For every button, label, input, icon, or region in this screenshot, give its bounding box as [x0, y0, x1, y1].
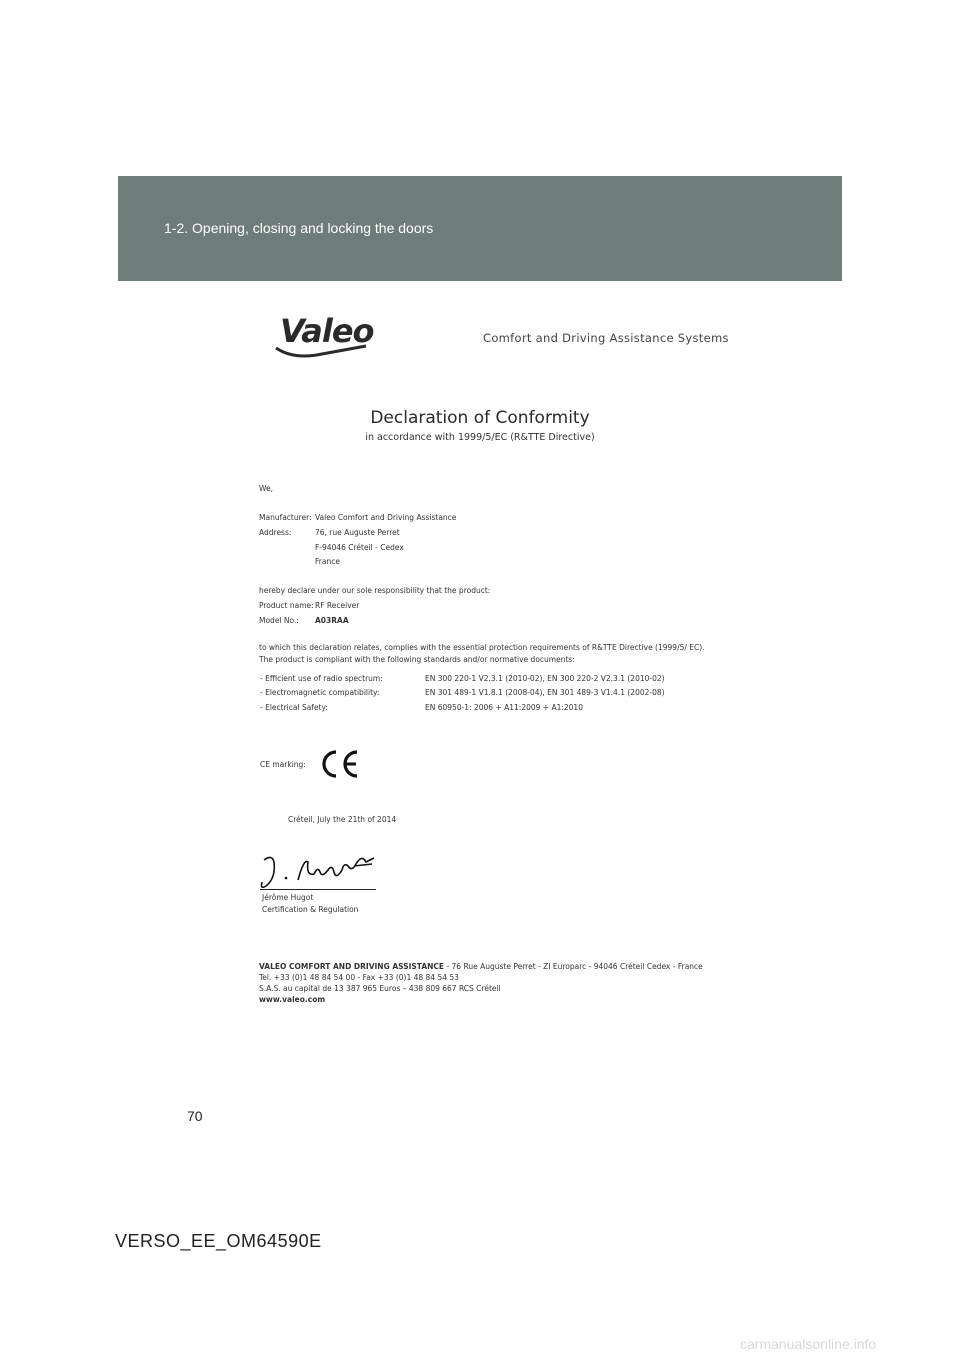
model-label: Model No.: — [259, 616, 299, 625]
company-tagline: Comfort and Driving Assistance Systems — [483, 331, 729, 345]
signature-line — [260, 889, 376, 890]
page-number: 70 — [187, 1108, 203, 1124]
signatory-name: Jérôme Hugot — [262, 893, 314, 902]
footer-address: - 76 Rue Auguste Perret - ZI Europarc - 94046 Créteil Cedex - France — [444, 962, 703, 971]
standard-label: - Efficient use of radio spectrum: — [260, 674, 383, 683]
footer-tel: Tel. +33 (0)1 48 84 54 00 - Fax +33 (0)1 48 84 54 53 — [259, 973, 459, 982]
product-value: RF Receiver — [315, 601, 360, 610]
declare-text: hereby declare under our sole responsibility that the product: — [259, 586, 491, 595]
valeo-logo — [274, 312, 374, 360]
address-line: 76, rue Auguste Perret — [315, 528, 400, 537]
standard-label: - Electrical Safety: — [260, 703, 328, 712]
standard-value: EN 301 489-1 V1.8.1 (2008-04), EN 301 489-3 V1.4.1 (2002-08) — [425, 688, 665, 697]
footer-company-line — [259, 962, 703, 971]
signature-icon — [258, 852, 378, 892]
model-value: A03RAA — [315, 616, 349, 625]
address-label: Address: — [259, 528, 292, 537]
compliance-text: The product is compliant with the following standards and/or normative documents: — [259, 655, 575, 664]
address-line: France — [315, 557, 340, 566]
ce-marking-label: CE marking: — [260, 760, 306, 769]
intro-text: We, — [259, 484, 273, 493]
footer-capital: S.A.S. au capital de 13 387 965 Euros – 438 809 667 RCS Créteil — [259, 984, 501, 993]
valeo-logo-text: Valeo — [280, 312, 374, 350]
manufacturer-value: Valeo Comfort and Driving Assistance — [315, 513, 457, 522]
document-title: Declaration of Conformity — [370, 408, 590, 428]
address-line: F-94046 Créteil - Cedex — [315, 543, 404, 552]
logo-swoosh-icon — [274, 312, 370, 360]
manufacturer-label: Manufacturer: — [259, 513, 312, 522]
document-subtitle: in accordance with 1999/5/EC (R&TTE Directive) — [365, 432, 595, 443]
standard-value: EN 300 220-1 V2.3.1 (2010-02), EN 300 220-2 V2.3.1 (2010-02) — [425, 674, 665, 683]
watermark: carmanualsonline.info — [740, 1336, 877, 1352]
compliance-text: to which this declaration relates, complies with the essential protection requirements of R&TTE Directive (1999/5/ EC). — [259, 643, 705, 652]
product-label: Product name: — [259, 601, 314, 610]
ce-mark-icon — [319, 748, 361, 780]
document-code: VERSO_EE_OM64590E — [115, 1231, 322, 1251]
footer-company: VALEO COMFORT AND DRIVING ASSISTANCE — [259, 962, 445, 971]
section-title: 1-2. Opening, closing and locking the doors — [164, 220, 434, 236]
signatory-role: Certification & Regulation — [262, 905, 359, 914]
footer-website: www.valeo.com — [259, 995, 326, 1004]
standard-label: - Electromagnetic compatibility: — [260, 688, 380, 697]
place-date: Créteil, July the 21th of 2014 — [288, 815, 397, 824]
standard-value: EN 60950-1: 2006 + A11:2009 + A1:2010 — [425, 703, 583, 712]
